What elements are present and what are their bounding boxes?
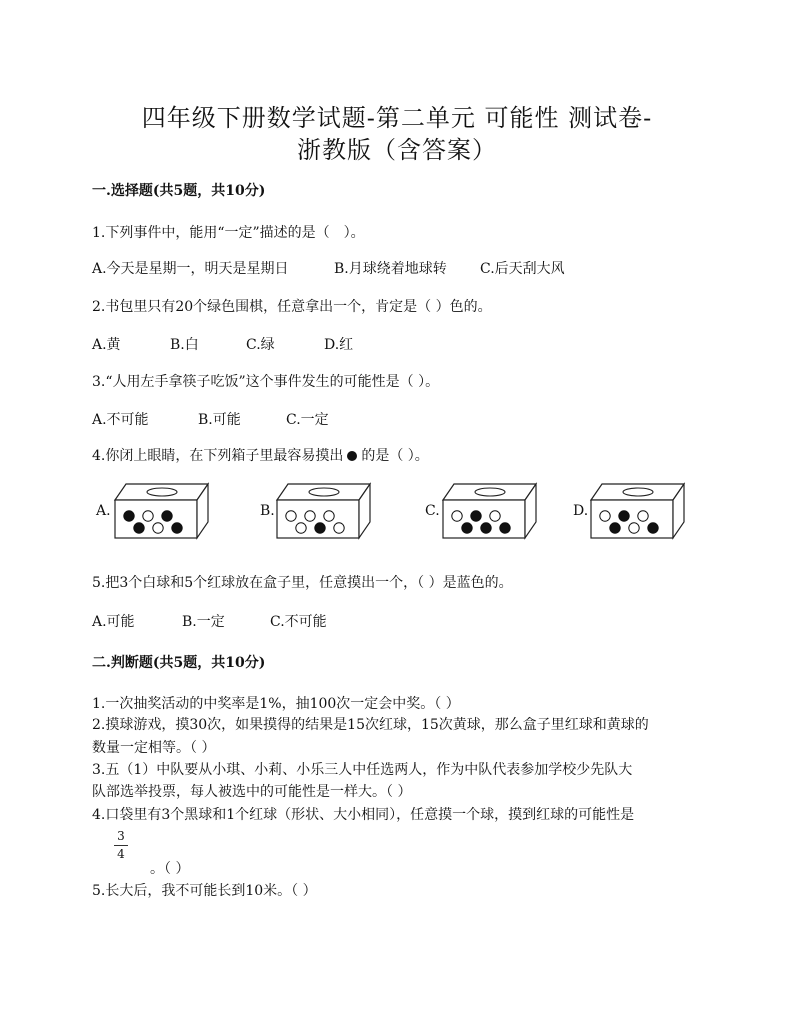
s2-q3-line1: 3.五（1）中队要从小琪、小莉、小乐三人中任选两人，作为中队代表参加学校少先队大 xyxy=(92,762,633,778)
s1-q4-text-before: 4.你闭上眼睛，在下列箱子里最容易摸出 xyxy=(92,448,344,464)
s1-q5-option-b: B.一定 xyxy=(182,614,225,630)
s2-q3-line2: 队部选举投票，每人被选中的可能性是一样大。（ ） xyxy=(92,784,412,800)
black-ball xyxy=(172,523,182,533)
white-ball xyxy=(638,511,648,521)
doc-title-line2: 浙教版（含答案） xyxy=(297,136,497,164)
s1-q5-text: 5.把3个白球和5个红球放在盒子里，任意摸出一个，（ ）是蓝色的。 xyxy=(92,575,513,591)
section1-heading: 一.选择题(共5题，共10分) xyxy=(92,183,266,199)
box-opening xyxy=(147,488,177,496)
black-ball xyxy=(648,523,658,533)
ball-box-b xyxy=(276,483,372,539)
fraction-numerator: 3 xyxy=(117,829,125,843)
s1-q2-text: 2.书包里只有20个绿色围棋，任意拿出一个，肯定是（ ）色的。 xyxy=(92,299,492,315)
ball-box-a xyxy=(114,483,210,539)
white-ball xyxy=(296,523,306,533)
white-ball xyxy=(629,523,639,533)
black-ball xyxy=(500,523,510,533)
s1-q2-option-d: D.红 xyxy=(324,337,354,353)
white-ball xyxy=(286,511,296,521)
s1-q2-option-a: A.黄 xyxy=(92,337,121,353)
box-label-d: D. xyxy=(573,503,589,519)
box-opening xyxy=(475,488,505,496)
s2-q1-text: 1.一次抽奖活动的中奖率是1%，抽100次一定会中奖。（ ） xyxy=(92,696,460,712)
s1-q3-option-a: A.不可能 xyxy=(92,412,149,428)
s1-q5-option-c: C.不可能 xyxy=(270,614,327,630)
s2-q4-line1: 4.口袋里有3个黑球和1个红球（形状、大小相同），任意摸一个球，摸到红球的可能性是 xyxy=(92,807,635,823)
s1-q4-text-after: 的是（ ）。 xyxy=(361,448,429,464)
box-label-a: A. xyxy=(96,503,111,519)
box-opening xyxy=(309,488,339,496)
box-label-c: C. xyxy=(425,503,440,519)
s2-q2-line1: 2.摸球游戏，摸30次，如果摸得的结果是15次红球，15次黄球，那么盒子里红球和黄球的 xyxy=(92,717,649,733)
s2-q2-line2: 数量一定相等。（ ） xyxy=(92,740,216,756)
doc-title-line1: 四年级下册数学试题-第二单元 可能性 测试卷- xyxy=(141,104,653,132)
s1-q5-option-a: A.可能 xyxy=(92,614,135,630)
section2-heading: 二.判断题(共5题，共10分) xyxy=(92,655,266,671)
black-ball xyxy=(462,523,472,533)
s1-q1-text: 1.下列事件中，能用“一定”描述的是（ ）。 xyxy=(92,225,365,241)
black-ball xyxy=(315,523,325,533)
fraction-bar xyxy=(114,845,128,846)
s1-q1-option-b: B.月球绕着地球转 xyxy=(334,261,447,277)
s1-q3-text: 3.“人用左手拿筷子吃饭”这个事件发生的可能性是（ ）。 xyxy=(92,374,440,390)
s2-q4-fraction xyxy=(114,830,128,861)
black-ball xyxy=(619,511,629,521)
box-label-b: B. xyxy=(260,503,275,519)
box-opening xyxy=(623,488,653,496)
s1-q3-option-b: B.可能 xyxy=(198,412,241,428)
white-ball xyxy=(305,511,315,521)
black-ball xyxy=(481,523,491,533)
black-ball xyxy=(610,523,620,533)
fraction-denominator: 4 xyxy=(117,847,125,861)
white-ball xyxy=(334,523,344,533)
ball-box-c xyxy=(442,483,538,539)
ball-box-d xyxy=(590,483,686,539)
black-ball-icon xyxy=(347,451,357,461)
black-ball xyxy=(134,523,144,533)
s1-q1-option-c: C.后天刮大风 xyxy=(480,261,565,277)
white-ball xyxy=(143,511,153,521)
black-ball xyxy=(471,511,481,521)
white-ball xyxy=(153,523,163,533)
s1-q1-option-a: A.今天是星期一，明天是星期日 xyxy=(92,261,289,277)
white-ball xyxy=(324,511,334,521)
s2-q4-tail: 。（ ） xyxy=(150,861,190,877)
white-ball xyxy=(490,511,500,521)
s1-q3-option-c: C.一定 xyxy=(286,412,329,428)
white-ball xyxy=(452,511,462,521)
s1-q2-option-b: B.白 xyxy=(170,337,199,353)
s1-q2-option-c: C.绿 xyxy=(246,337,275,353)
s2-q5-text: 5.长大后，我不可能长到10米。（ ） xyxy=(92,883,317,899)
s1-q4-text xyxy=(92,445,429,465)
black-ball xyxy=(162,511,172,521)
white-ball xyxy=(600,511,610,521)
black-ball xyxy=(124,511,134,521)
